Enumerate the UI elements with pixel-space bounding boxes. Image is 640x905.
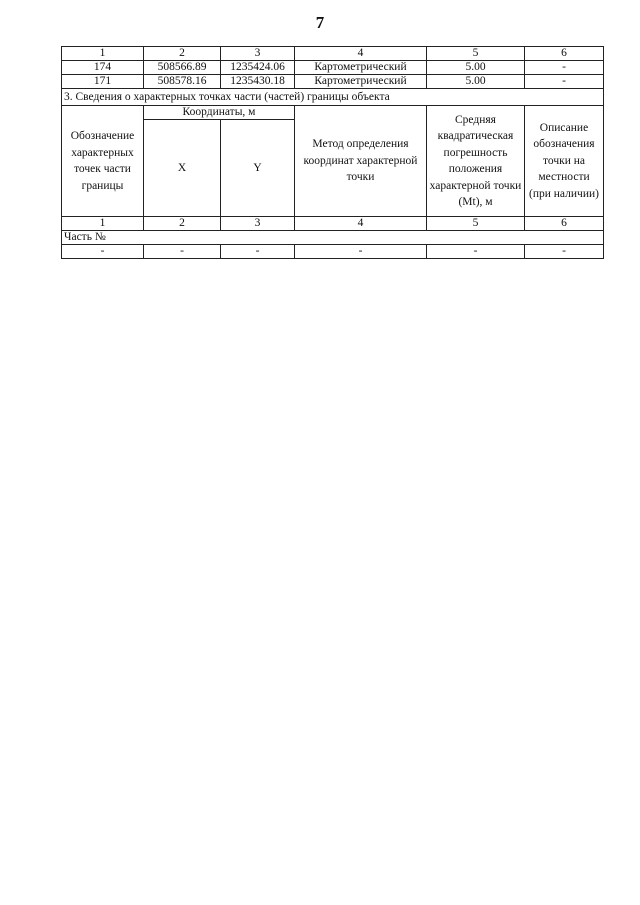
section-3-header-row bbox=[62, 106, 604, 120]
column-number: 3 bbox=[221, 47, 295, 61]
empty-cell: - bbox=[295, 245, 427, 259]
table-row bbox=[62, 245, 604, 259]
boundary-points-table bbox=[61, 46, 604, 259]
method-cell: Картометрический bbox=[295, 75, 427, 89]
table-row bbox=[62, 75, 604, 89]
section-title-row bbox=[62, 89, 604, 106]
point-id-cell: 171 bbox=[62, 75, 144, 89]
point-id-cell: 174 bbox=[62, 61, 144, 75]
column-number: 6 bbox=[525, 47, 604, 61]
section-3-title: 3. Сведения о характерных точках части (частей) границы объекта bbox=[62, 89, 604, 106]
description-cell: - bbox=[525, 61, 604, 75]
section-3-numbers-row bbox=[62, 217, 604, 231]
column-number: 5 bbox=[427, 47, 525, 61]
column-number: 1 bbox=[62, 47, 144, 61]
column-number: 2 bbox=[144, 47, 221, 61]
x-coordinate-cell: 508578.16 bbox=[144, 75, 221, 89]
empty-cell: - bbox=[427, 245, 525, 259]
empty-cell: - bbox=[221, 245, 295, 259]
column-number: 5 bbox=[427, 217, 525, 231]
description-cell: - bbox=[525, 75, 604, 89]
table-row bbox=[62, 61, 604, 75]
column-number: 1 bbox=[62, 217, 144, 231]
method-cell: Картометрический bbox=[295, 61, 427, 75]
method-header: Метод определения координат характерной точки bbox=[295, 106, 427, 217]
designation-header: Обозначение характерных точек части границы bbox=[62, 106, 144, 217]
column-number: 4 bbox=[295, 217, 427, 231]
coordinates-header: Координаты, м bbox=[144, 106, 295, 120]
accuracy-cell: 5.00 bbox=[427, 61, 525, 75]
column-number: 3 bbox=[221, 217, 295, 231]
x-coordinate-cell: 508566.89 bbox=[144, 61, 221, 75]
description-header: Описание обозначения точки на местности (при наличии) bbox=[525, 106, 604, 217]
empty-cell: - bbox=[144, 245, 221, 259]
accuracy-cell: 5.00 bbox=[427, 75, 525, 89]
empty-cell: - bbox=[525, 245, 604, 259]
column-number: 6 bbox=[525, 217, 604, 231]
table-column-numbers-row bbox=[62, 47, 604, 61]
empty-cell: - bbox=[62, 245, 144, 259]
part-label: Часть № bbox=[62, 231, 604, 245]
part-label-row bbox=[62, 231, 604, 245]
x-header: X bbox=[144, 120, 221, 217]
column-number: 4 bbox=[295, 47, 427, 61]
accuracy-header: Средняя квадратическая погрешность положения характерной точки (Mt), м bbox=[427, 106, 525, 217]
y-coordinate-cell: 1235430.18 bbox=[221, 75, 295, 89]
column-number: 2 bbox=[144, 217, 221, 231]
y-header: Y bbox=[221, 120, 295, 217]
page-number: 7 bbox=[315, 13, 325, 32]
y-coordinate-cell: 1235424.06 bbox=[221, 61, 295, 75]
